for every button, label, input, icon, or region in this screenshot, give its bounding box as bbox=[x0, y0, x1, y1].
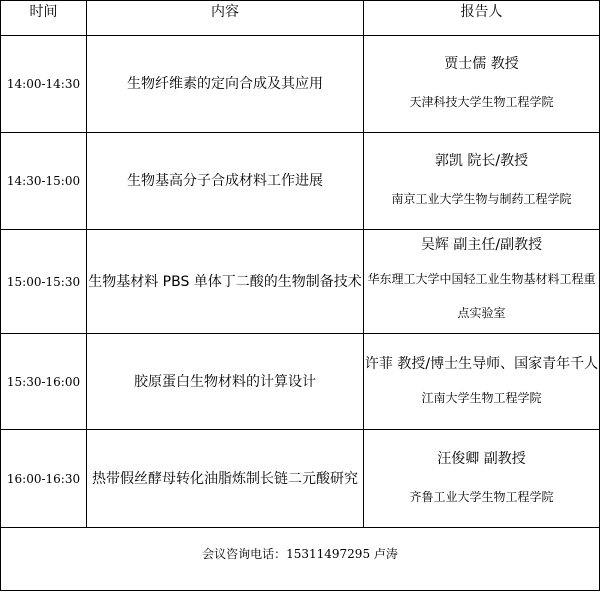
header-row bbox=[1, 1, 600, 36]
schedule-row bbox=[1, 430, 600, 528]
header-time-cell bbox=[1, 1, 87, 36]
speaker-name: 郭凯 院长/教授 bbox=[434, 153, 529, 169]
header-time: 时间 bbox=[29, 4, 58, 20]
speaker-name: 许菲 教授/博士生导师、国家青年千人 bbox=[364, 355, 599, 372]
time-slot: 15:30-16:00 bbox=[1, 334, 87, 430]
speaker-affiliation: 华东理工大学中国轻工业生物基材料工程重点实验室 bbox=[367, 271, 596, 320]
footer-row bbox=[1, 528, 600, 591]
speaker-cell bbox=[364, 133, 600, 230]
header-content: 内容 bbox=[211, 4, 239, 20]
talk-topic: 生物基材料 PBS 单体丁二酸的生物制备技术 bbox=[87, 230, 364, 334]
speaker-cell bbox=[364, 230, 600, 334]
speaker-affiliation: 江南大学生物工程学院 bbox=[421, 390, 542, 405]
speaker-name: 贾士儒 教授 bbox=[444, 56, 519, 72]
speaker-affiliation: 齐鲁工业大学生物工程学院 bbox=[409, 489, 554, 504]
schedule-row bbox=[1, 334, 600, 430]
schedule-row bbox=[1, 133, 600, 230]
footer-cell bbox=[1, 528, 600, 591]
speaker-cell bbox=[364, 36, 600, 133]
schedule-row bbox=[1, 36, 600, 133]
talk-topic: 生物基高分子合成材料工作进展 bbox=[87, 133, 364, 230]
contact-info: 会议咨询电话：15311497295 卢涛 bbox=[202, 546, 398, 561]
time-slot: 14:30-15:00 bbox=[1, 133, 87, 230]
header-content-cell bbox=[87, 1, 364, 36]
speaker-affiliation: 南京工业大学生物与制药工程学院 bbox=[391, 192, 572, 206]
speaker-cell bbox=[364, 334, 600, 430]
schedule-row bbox=[1, 230, 600, 334]
speaker-name: 吴辉 副主任/副教授 bbox=[420, 236, 543, 253]
time-slot: 15:00-15:30 bbox=[1, 230, 87, 334]
header-speaker: 报告人 bbox=[460, 4, 503, 20]
speaker-affiliation: 天津科技大学生物工程学院 bbox=[409, 95, 554, 109]
talk-topic: 热带假丝酵母转化油脂炼制长链二元酸研究 bbox=[87, 430, 364, 528]
talk-topic: 胶原蛋白生物材料的计算设计 bbox=[87, 334, 364, 430]
time-slot: 14:00-14:30 bbox=[1, 36, 87, 133]
talk-topic: 生物纤维素的定向合成及其应用 bbox=[87, 36, 364, 133]
speaker-cell bbox=[364, 430, 600, 528]
time-slot: 16:00-16:30 bbox=[1, 430, 87, 528]
speaker-name: 汪俊卿 副教授 bbox=[437, 450, 526, 467]
header-speaker-cell bbox=[364, 1, 600, 36]
